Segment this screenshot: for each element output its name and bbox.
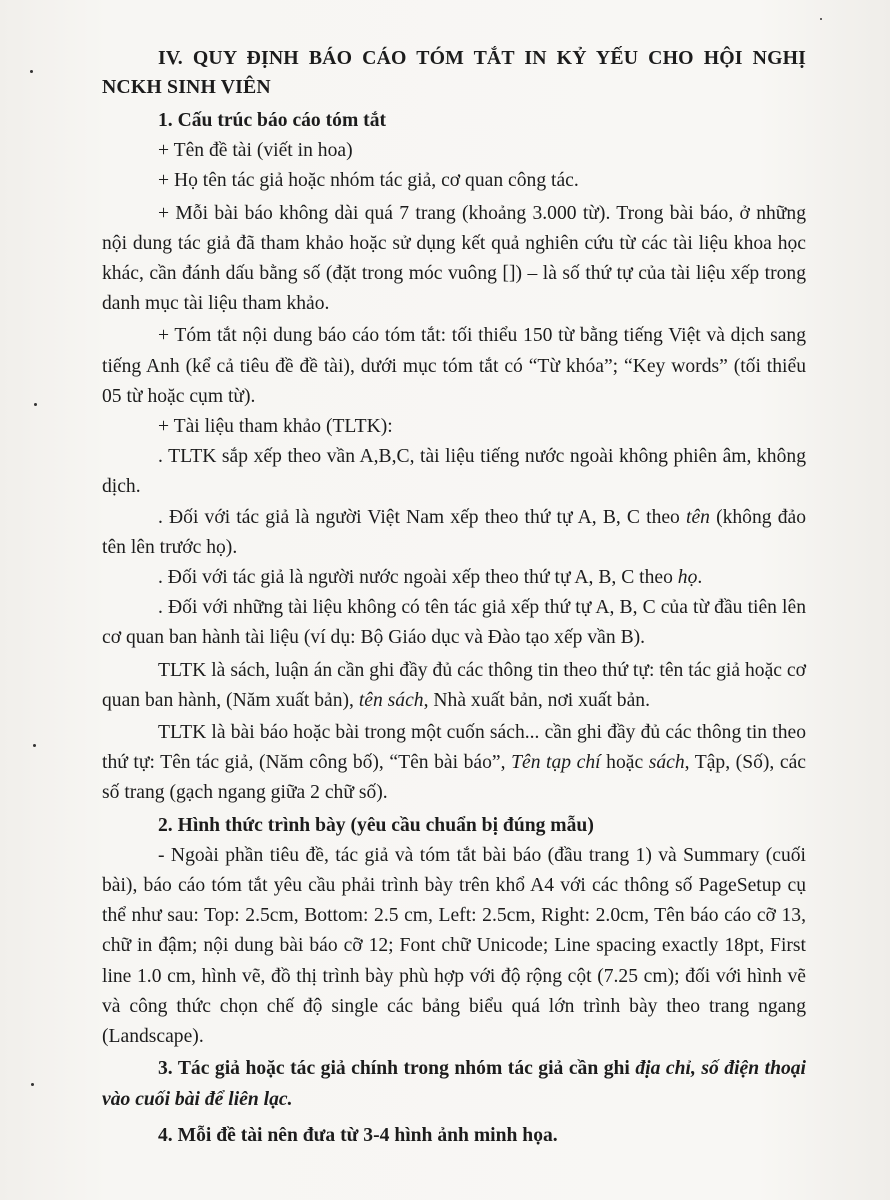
text: TLTK là sách, luận án cần ghi đầy đủ các thông tin theo thứ tự: tên tác giả hoặc cơ quan ban hành, (Năm xuất bản), — [102, 659, 806, 711]
text-italic: tên sách — [358, 689, 424, 711]
document-body — [102, 44, 806, 1151]
text: . Đối với tác giả là người nước ngoài xếp theo thứ tự A, B, C theo — [158, 567, 678, 589]
refs-order-rule: . TLTK sắp xếp theo vần A,B,C, tài liệu tiếng nước ngoài không phiên âm, không dịch. — [102, 446, 806, 498]
section-4-title: 4. Mỗi đề tài nên đưa từ 3-4 hình ảnh minh họa. — [158, 1124, 558, 1146]
text-italic: địa chỉ, số điện thoại vào cuối bài để liên lạc. — [102, 1058, 807, 1110]
format-rule: - Ngoài phần tiêu đề, tác giả và tóm tắt bài báo (đầu trang 1) và Summary (cuối bài), báo cáo tóm tắt yêu cầu phải trình bày trên khổ A4 với các thông số PageSetup cụ thể như sau: Top: 2.5cm, Bottom: 2.5 cm, Left: 2.5cm, Right: 2.0cm, Tên báo cáo cỡ 13, chữ in đậm; nội dung bài báo cỡ 12; Font chữ Unicode; Line spacing exactly 18pt, First line 1.0 cm, hình vẽ, đồ thị trình bày phù hợp với độ rộng cột (7.25 cm); đối với hình vẽ và công thức chọn chế độ single các bảng biểu quá lớn trình bày theo trang ngang (Landscape). — [102, 844, 806, 1048]
item-author: + Họ tên tác giả hoặc nhóm tác giả, cơ quan công tác. — [158, 170, 579, 192]
item-length: + Mỗi bài báo không dài quá 7 trang (khoảng 3.000 từ). Trong bài báo, ở những nội dung tác giả đã tham khảo hoặc sử dụng kết quả nghiên cứu từ các tài liệu khoa học khác, cần đánh dấu bằng số (đặt trong móc vuông []) – là số thứ tự của tài liệu xếp trong danh mục tài liệu tham khảo. — [102, 202, 806, 315]
text: . — [697, 567, 703, 589]
text-italic: Tên tạp chí — [511, 752, 601, 774]
text: (không đảo tên lên trước họ). — [102, 506, 806, 558]
text: 3. Tác giả hoặc tác giả chính trong nhóm tác giả cần ghi — [158, 1058, 636, 1080]
refs-vietnamese-rule — [102, 503, 806, 563]
text: , Tập, (Số), các số trang (gạch ngang giữa 2 chữ số). — [102, 752, 806, 804]
text: TLTK là bài báo hoặc bài trong một cuốn sách... cần ghi đầy đủ các thông tin theo thứ tự: Tên tác giả, (Năm công bố), “Tên bài báo”, — [102, 722, 806, 774]
refs-noauthor-rule: . Đối với những tài liệu không có tên tác giả xếp thứ tự A, B, C của từ đầu tiên lên cơ quan ban hành tài liệu (ví dụ: Bộ Giáo dục và Đào tạo xếp vần B). — [102, 597, 806, 649]
section-3-title — [102, 1054, 806, 1114]
text: , Nhà xuất bản, nơi xuất bản. — [423, 689, 650, 711]
text-italic: sách — [648, 752, 685, 774]
text-italic: tên — [686, 506, 710, 528]
item-summary: + Tóm tắt nội dung báo cáo tóm tắt: tối thiểu 150 từ bằng tiếng Việt và dịch sang tiếng Anh (kể cả tiêu đề đề tài), dưới mục tóm tắt có “Từ khóa”; “Key words” (tối thiểu 05 từ hoặc cụm từ). — [102, 325, 806, 407]
refs-book-rule — [102, 656, 806, 716]
item-title: + Tên đề tài (viết in hoa) — [158, 140, 353, 162]
refs-article-rule — [102, 718, 806, 809]
item-references: + Tài liệu tham khảo (TLTK): — [158, 416, 393, 438]
section-2-title: 2. Hình thức trình bày (yêu cầu chuẩn bị đúng mẫu) — [158, 814, 594, 836]
refs-foreign-rule — [102, 563, 806, 593]
text: hoặc — [600, 752, 649, 774]
document-heading: IV. QUY ĐỊNH BÁO CÁO TÓM TẮT IN KỶ YẾU CHO HỘI NGHỊ NCKH SINH VIÊN — [102, 47, 806, 98]
section-1-title: 1. Cấu trúc báo cáo tóm tắt — [158, 110, 387, 131]
text: . Đối với tác giả là người Việt Nam xếp theo thứ tự A, B, C theo — [158, 506, 686, 528]
text-italic: họ — [677, 567, 698, 589]
